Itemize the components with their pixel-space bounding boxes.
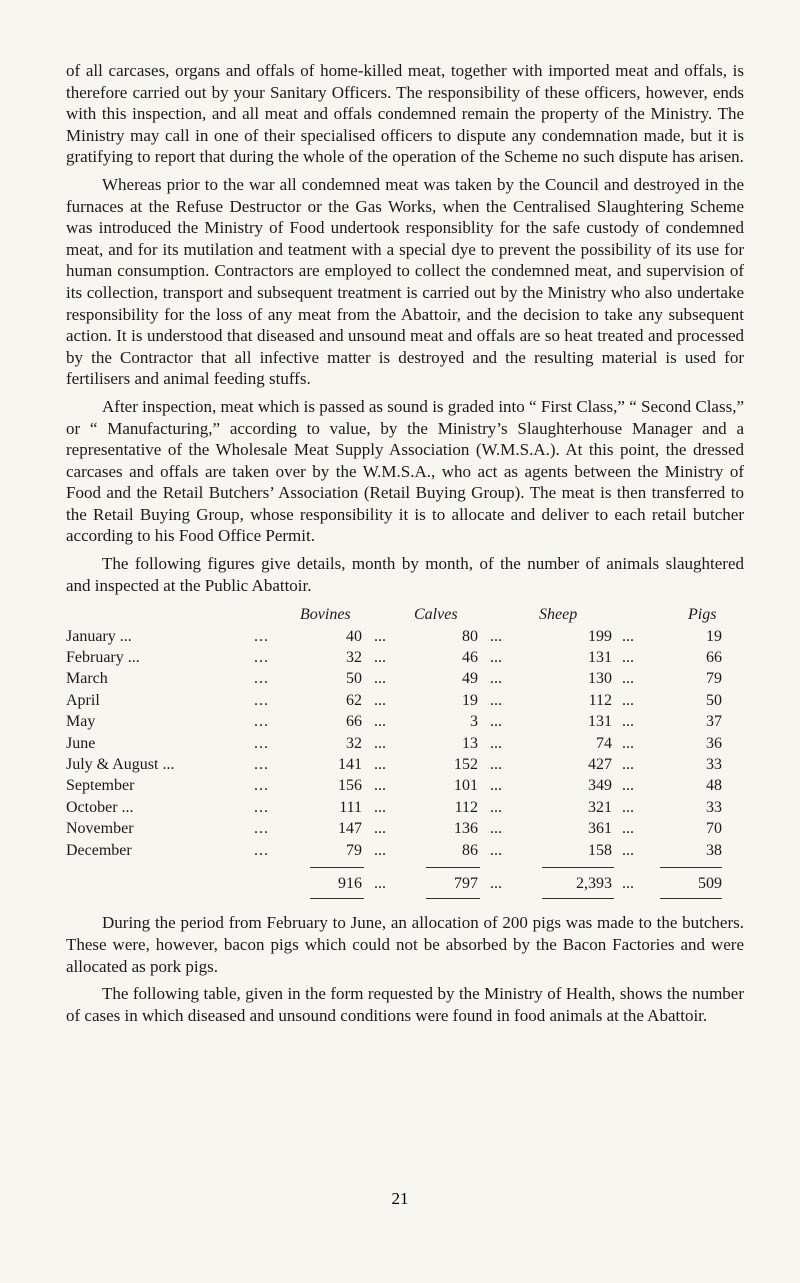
cell-bovines: 62 [346, 691, 362, 709]
leader: ... [374, 691, 386, 709]
leader: ... [254, 734, 269, 752]
leader: ... [374, 649, 386, 667]
total-calves: 797 [454, 874, 478, 892]
total-sheep: 2,393 [576, 874, 612, 892]
leader: ... [622, 841, 634, 859]
leader: ... [374, 734, 386, 752]
paragraph-grading: After inspection, meat which is passed as sound is graded into “ First Class,” “ Second Class,” or “ Manufacturing,” according to value, by the Ministry’s Slaughterhouse Manager and a representative of the Wholesale Meat Supply Association (W.M.S.A.). At this point, the dressed carcases and offals are taken over by the W.M.S.A., who act as agents between the Ministry of Food and the Retail Butchers’ Association (Retail Buying Group). The meat is then transferred to the Retail Buying Group, whose responsibility it is to allocate and deliver to each retail butcher according to his Food Office Permit. [66, 396, 744, 546]
table-body [66, 626, 744, 861]
cell-sheep: 427 [588, 755, 612, 773]
row-month: January ... [66, 627, 132, 645]
leader: ... [490, 777, 502, 795]
leader: ... [490, 649, 502, 667]
leader: ... [374, 820, 386, 838]
cell-calves: 49 [462, 670, 478, 688]
cell-calves: 80 [462, 627, 478, 645]
total-rules-bottom [66, 894, 744, 906]
leader: ... [254, 649, 269, 667]
cell-sheep: 158 [588, 841, 612, 859]
row-month: November [66, 820, 134, 838]
leader: ... [254, 713, 269, 731]
leader: ... [622, 691, 634, 709]
paragraph-pigs-allocation: During the period from February to June, an allocation of 200 pigs was made to the butchers. These were, however, bacon pigs which could not be absorbed by the Bacon Factories and were allocated as pork pigs. [66, 913, 744, 976]
paragraph-condemned-meat: Whereas prior to the war all condemned meat was taken by the Council and destroyed in the furnaces at the Refuse Destructor or the Gas Works, when the Centralised Slaughtering Scheme was introduced the Ministry of Food undertook responsiblity for the safe custody of condemned meat, and for its mutilation and teatment with a special dye to prevent the possibility of its use for human consumption. Contractors are employed to collect the condemned meat, and supervision of its collection, transport and subsequent treatment is carried out by the Ministry who also undertake responsibility for the loss of any meat from the Abattoir, and the decision to take any subsequent action. It is understood that diseased and unsound meat and offals are so heat treated and processed by the Contractor that all infective matter is destroyed and the resulting material is used for fertilisers and animal feeding stuffs. [66, 174, 744, 389]
cell-calves: 86 [462, 841, 478, 859]
cell-calves: 101 [454, 777, 478, 795]
header-bovines: Bovines [300, 606, 351, 624]
leader: ... [490, 713, 502, 731]
cell-pigs: 33 [706, 755, 722, 773]
row-month: June [66, 734, 96, 752]
leader: ... [374, 713, 386, 731]
page-number: 21 [391, 1189, 409, 1208]
leader: ... [490, 670, 502, 688]
cell-sheep: 112 [588, 691, 612, 709]
cell-bovines: 141 [338, 755, 362, 773]
leader: ... [490, 691, 502, 709]
total-bovines: 916 [338, 874, 362, 892]
row-month: May [66, 713, 96, 731]
cell-sheep: 131 [588, 713, 612, 731]
total-pigs: 509 [698, 874, 722, 892]
leader: ... [490, 874, 502, 892]
leader: ... [490, 755, 502, 773]
cell-sheep: 130 [588, 670, 612, 688]
row-month: February ... [66, 649, 140, 667]
cell-calves: 152 [454, 755, 478, 773]
cell-calves: 112 [454, 798, 478, 816]
leader: ... [374, 777, 386, 795]
leader: ... [254, 777, 269, 795]
leader: ... [374, 627, 386, 645]
leader: ... [374, 755, 386, 773]
leader: ... [254, 820, 269, 838]
cell-pigs: 33 [706, 798, 722, 816]
cell-calves: 46 [462, 649, 478, 667]
cell-calves: 13 [462, 734, 478, 752]
cell-sheep: 199 [588, 627, 612, 645]
leader: ... [254, 798, 269, 816]
cell-pigs: 66 [706, 649, 722, 667]
leader: ... [622, 734, 634, 752]
leader: ... [374, 670, 386, 688]
leader: ... [254, 755, 269, 773]
paragraph-inspection: of all carcases, organs and offals of home-killed meat, together with imported meat and offals, is therefore carried out by your Sanitary Officers. The responsibility of these officers, however, ends with this inspection, and all meat and offals condemned remain the property of the Ministry. The Ministry may call in one of their specialised officers to dispute any condemnation made, but it is gratifying to report that during the whole of the operation of the Scheme no such dispute has arisen. [66, 61, 744, 167]
table-row [66, 626, 744, 647]
table-row [66, 840, 744, 861]
table-row [66, 711, 744, 732]
cell-sheep: 131 [588, 649, 612, 667]
table-row [66, 668, 744, 689]
cell-sheep: 349 [588, 777, 612, 795]
row-month: March [66, 670, 108, 688]
row-month: December [66, 841, 132, 859]
row-month: October ... [66, 798, 134, 816]
table-row [66, 754, 744, 775]
paragraph-following-table: The following table, given in the form requested by the Ministry of Health, shows the number of cases in which diseased and unsound conditions were found in food animals at the Abattoir. [66, 984, 744, 1025]
leader: ... [622, 670, 634, 688]
table-row [66, 775, 744, 796]
cell-pigs: 36 [706, 734, 722, 752]
table-header [66, 604, 744, 625]
cell-pigs: 79 [706, 670, 722, 688]
cell-calves: 3 [470, 713, 478, 731]
cell-bovines: 147 [338, 820, 362, 838]
cell-bovines: 111 [339, 798, 362, 816]
table-row [66, 647, 744, 668]
cell-calves: 136 [454, 820, 478, 838]
leader: ... [622, 874, 634, 892]
cell-bovines: 32 [346, 649, 362, 667]
slaughter-table [66, 604, 744, 906]
cell-pigs: 48 [706, 777, 722, 795]
header-calves: Calves [414, 606, 458, 624]
cell-calves: 19 [462, 691, 478, 709]
leader: ... [254, 691, 269, 709]
leader: ... [622, 755, 634, 773]
cell-bovines: 50 [346, 670, 362, 688]
leader: ... [490, 734, 502, 752]
table-row [66, 690, 744, 711]
row-month: July & August ... [66, 755, 175, 773]
cell-pigs: 19 [706, 627, 722, 645]
leader: ... [622, 713, 634, 731]
cell-bovines: 40 [346, 627, 362, 645]
leader: ... [490, 627, 502, 645]
cell-pigs: 38 [706, 841, 722, 859]
leader: ... [622, 649, 634, 667]
cell-sheep: 74 [596, 734, 612, 752]
total-rules-top [66, 861, 744, 873]
leader: ... [622, 777, 634, 795]
cell-bovines: 79 [346, 841, 362, 859]
leader: ... [374, 841, 386, 859]
row-month: September [66, 777, 135, 795]
leader: ... [254, 670, 269, 688]
cell-bovines: 156 [338, 777, 362, 795]
cell-bovines: 32 [346, 734, 362, 752]
leader: ... [622, 627, 634, 645]
table-row [66, 733, 744, 754]
paragraph-figures-intro: The following figures give details, month by month, of the number of animals slaughtered and inspected at the Public Abattoir. [66, 554, 744, 595]
table-total-row [66, 873, 744, 894]
leader: ... [622, 798, 634, 816]
table-row [66, 797, 744, 818]
leader: ... [490, 841, 502, 859]
leader: ... [254, 627, 269, 645]
cell-pigs: 50 [706, 691, 722, 709]
leader: ... [254, 841, 269, 859]
cell-pigs: 70 [706, 820, 722, 838]
header-pigs: Pigs [688, 606, 717, 624]
row-month: April [66, 691, 100, 709]
cell-sheep: 361 [588, 820, 612, 838]
leader: ... [490, 820, 502, 838]
leader: ... [622, 820, 634, 838]
leader: ... [374, 874, 386, 892]
cell-sheep: 321 [588, 798, 612, 816]
leader: ... [490, 798, 502, 816]
leader: ... [374, 798, 386, 816]
table-row [66, 818, 744, 839]
cell-pigs: 37 [706, 713, 722, 731]
header-sheep: Sheep [539, 606, 578, 624]
cell-bovines: 66 [346, 713, 362, 731]
